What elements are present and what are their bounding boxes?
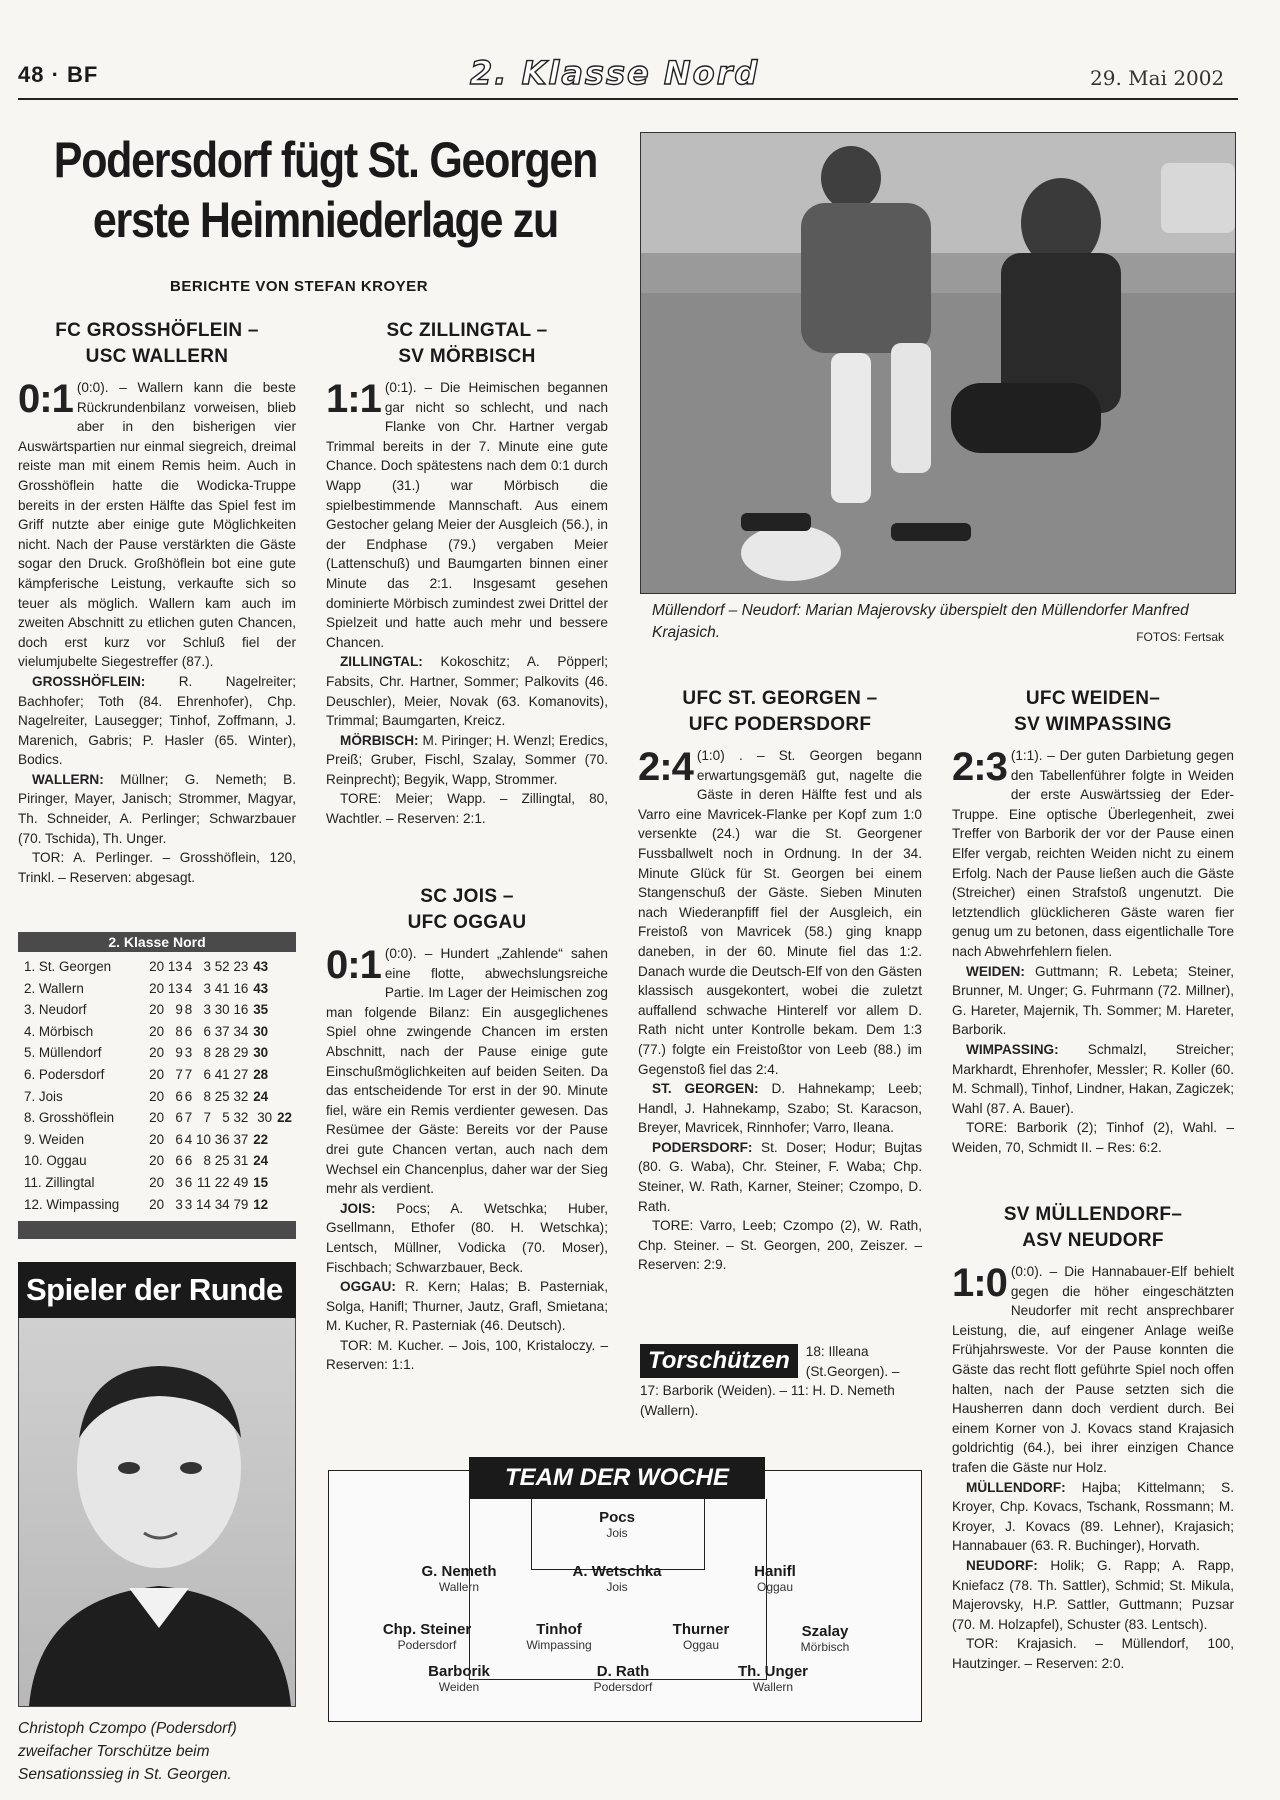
report-text: (1:0) . – St. Georgen begann erwartungsgemäß gut, nagelte die Gäste in deren Hälfte fest und als Varro eine Mavricek-Flanke per Kopf zum 1:0 versenkte (24.) war die St. Georgener Fussballwelt noch in Ordnung. In der 34. Minute Glück für St. Georgen bei einem Stangenschuß der Gäste. Sieben Minuten nach Wiederanpfiff fiel der Ausgleich, ein Freistoß von Mavricek (58.) ging knapp daneben, in der 60. Minute fiel das 1:2. Danach wurde die Deutsch-Elf von den Gästen klassisch ausgekontert, wobei die zuletzt auffallend schwache Hinterelf vor allem D. Rath nicht unter Kontrolle bekam. Dem 1:3 (77.) folgte ein Freistoßtor von Leeb (88.) im Gegenstoß fiel das 2:4. <box>638 748 922 1077</box>
stat-cell: 32 <box>233 1088 249 1104</box>
player-name: Szalay <box>801 1623 849 1640</box>
team-cell: 9. Weiden <box>24 1131 85 1147</box>
stat-cell: 8 <box>175 1023 183 1039</box>
stat-cell: 32 <box>233 1110 249 1126</box>
byline: BERICHTE VON STEFAN KROYER <box>170 278 429 295</box>
player-m2 <box>499 1621 619 1652</box>
player-name: Thurner <box>672 1621 730 1638</box>
stat-cell: 6 <box>175 1131 183 1147</box>
player-d3 <box>715 1563 835 1594</box>
report-text: (0:0). – Wallern kann die beste Rückrundenbilanz vorweisen, blieb aber in den bisherigen vier Auswärtspartien nur einmal siegreich, dreimal reiste man mit einem Remis heim. Auch in Grosshöflein hatte die Wodicka-Truppe bereits in der ersten Hälfte das Spiel fest im Griff nutzte aber einige gute Möglichkeiten nicht. Nach der Pause verstärkten die Gäste sogar den Druck. Großhöflein bot eine gute kämpferische Leistung, verkaufte sich so teuer als möglich. Wallern kam auch im zweiten Abschnitt zu etlichen guten Chancen, doch erst kurz vor Schluß fiel der vielumjubelte Siegestreffer (87.). <box>18 380 296 670</box>
match-report <box>952 746 1234 962</box>
photo-credit: FOTOS: Fertsak <box>1136 630 1224 644</box>
table-row <box>18 1150 296 1172</box>
lineup-text: Kokoschitz; A. Pöpperl; Fabsits, Chr. Hartner, Sommer; Palkovits (46. Deuschler), Meier, Novak (63. Komanovits), Trimmal; Baumgarten, Kreicz. <box>326 654 608 729</box>
stat-cell: 10 <box>196 1131 211 1147</box>
stat-cell: 8 <box>203 1153 211 1169</box>
table-row <box>18 1172 296 1194</box>
match-title-1: UFC WEIDEN– <box>1025 688 1161 709</box>
match-report <box>326 378 608 652</box>
article-muellendorf <box>952 1202 1234 1673</box>
team-cell: 3. Neudorf <box>24 1002 87 1018</box>
article-weiden <box>952 686 1234 1157</box>
team-label: JOIS: <box>340 1200 376 1216</box>
stat-cell: 41 <box>214 980 230 996</box>
team-label: ZILLINGTAL: <box>340 654 423 670</box>
table-row <box>18 1064 296 1086</box>
points-cell: 43 <box>253 980 269 996</box>
lineup-home <box>952 962 1234 1040</box>
stat-cell: 14 <box>196 1196 211 1212</box>
match-score: 1:0 <box>952 1261 1007 1305</box>
match-score: 1:1 <box>326 377 381 421</box>
stat-cell: 52 <box>214 959 230 974</box>
stat-cell: 3 <box>184 1196 193 1212</box>
stat-cell: 5 <box>222 1110 230 1126</box>
table-row <box>18 1107 296 1129</box>
match-score: 0:1 <box>18 377 73 421</box>
lineup-text: R. Nagelreiter; Bachhofer; Toth (84. Ehrenhofer), Chp. Nagelreiter, Lausegger; Tinhof, Zoffmann, J. Marenich, Gabris; P. Hasler (65. Winter), Bodics. <box>18 673 296 768</box>
stat-cell: 41 <box>214 1066 230 1082</box>
stat-cell: 7 <box>184 1110 193 1126</box>
stat-cell: 9 <box>175 1045 183 1061</box>
goals <box>952 1634 1234 1673</box>
stat-cell: 22 <box>214 1174 230 1190</box>
stat-cell: 20 <box>149 1023 165 1039</box>
table-title: 2. Klasse Nord <box>18 932 296 952</box>
player-name: Tinhof <box>536 1621 582 1638</box>
stat-cell: 8 <box>203 1045 211 1061</box>
lineup-away <box>952 1556 1234 1634</box>
article-grosshoeflein <box>18 318 296 887</box>
team-cell: 10. Oggau <box>24 1153 87 1169</box>
match-title-2: ASV NEUDORF <box>1022 1230 1164 1251</box>
report-text: (0:0). – Die Hannabauer-Elf behielt gegen die höher eingeschätzten Neudorfer mit recht ansprechbarer Leistung, die, auf eingener Anlage weiße Frühjahrsweste. Vor der Pause konnten die Gäste das recht flott geführte Spiel noch offen halten, nach der Pause setzten sich die Hausherren dann doch verdient durch. Bei einem Korner von J. Kovacs stand Krajasich goldrichtig (64.), bei ihrer einzigen Chance trafen die Gäste nur Holz. <box>952 1264 1234 1475</box>
player-f2 <box>563 1663 683 1694</box>
stat-cell: 6 <box>175 1088 183 1104</box>
header-divider <box>18 98 1238 100</box>
stat-cell: 20 <box>149 980 165 996</box>
player-club: Wimpassing <box>526 1638 592 1652</box>
match-title-2: SV WIMPASSING <box>1014 714 1172 735</box>
headline-line2: erste Heimniederlage zu <box>92 192 558 248</box>
team-cell: 11. Zillingtal <box>24 1174 95 1190</box>
lineup-text: Holik; G. Rapp; A. Rapp, Kniefacz (78. Th. Sattler), Schmid; St. Mikula, Majerovsky, H.P. Sattler, Guttmann; Puzsar (70. M. Holzapfel), Schuster (83. Lentsch). <box>952 1557 1234 1632</box>
player-name: Barborik <box>428 1663 490 1680</box>
stat-cell: 9 <box>175 1002 183 1018</box>
team-label: WEIDEN: <box>966 963 1025 979</box>
lineup-home <box>18 672 296 770</box>
match-title-1: SC JOIS – <box>420 886 514 907</box>
points-cell: 24 <box>253 1088 269 1104</box>
stat-cell: 8 <box>203 1088 211 1104</box>
league-title: 2. Klasse Nord <box>470 54 760 92</box>
player-club: Oggau <box>682 1638 720 1652</box>
stat-cell: 3 <box>203 980 211 996</box>
team-cell: 5. Müllendorf <box>24 1045 102 1061</box>
player-club: Wallern <box>438 1580 480 1594</box>
stat-cell: 20 <box>149 1088 165 1104</box>
stat-cell: 6 <box>184 1153 193 1169</box>
photo-caption-text: Müllendorf – Neudorf: Marian Majerovsky überspielt den Müllendorfer Manfred Krajasich. <box>652 602 1189 641</box>
report-text: (1:1). – Der guten Darbietung gegen den Tabellenführer folgte in Weiden der erste Auswärtssieg der Eder-Truppe. Eine optische Überlegenheit, zwei Treffer von Barborik der vor der Pause einen Elfer vergab, reichten Weiden nicht zu einem Erfolg. Nach der Pause ließen auch die Gäste (Streicher) einen Strafstoß ungenutzt. Die letztendlich glücklicheren Gäste waren fier genug um zu betonen, dass eigentlichalle Tore nach Abwehrfehlern fielen. <box>952 748 1234 959</box>
stat-cell: 20 <box>149 1131 165 1147</box>
player-d1 <box>399 1563 519 1594</box>
lineup-text: St. Doser; Hodur; Bujtas (80. G. Waba), Chr. Steiner, F. Waba; Chp. Steiner, W. Rath, Karner, Steiner; Czompo, D. Rath. <box>638 1139 922 1214</box>
points-cell: 28 <box>253 1066 269 1082</box>
table-row <box>18 956 296 978</box>
match-title-2: UFC OGGAU <box>407 912 527 933</box>
team-label: GROSSHÖFLEIN: <box>32 673 146 689</box>
standings-table <box>18 956 296 1215</box>
team-cell: 7. Jois <box>24 1088 63 1104</box>
stat-cell: 16 <box>233 1002 249 1018</box>
match-title-1: FC GROSSHÖFLEIN – <box>55 320 259 341</box>
lineup-away <box>952 1040 1234 1118</box>
player-f3 <box>713 1663 833 1694</box>
points-cell: 30 <box>253 1045 269 1061</box>
table-row <box>18 1194 296 1216</box>
stat-cell: 3 <box>203 959 211 974</box>
player-club: Oggau <box>756 1580 794 1594</box>
team-label: MÖRBISCH: <box>340 732 419 748</box>
stat-cell: 16 <box>233 980 249 996</box>
player-name: Chp. Steiner <box>382 1621 472 1638</box>
goals-text: Meier; Wapp. – Zillingtal, 80, Wachtler. – Reserven: 2:1. <box>326 791 608 827</box>
match-report <box>18 378 296 672</box>
goals-text: A. Perlinger. – Grosshöflein, 120, Trinkl. – Reserven: abgesagt. <box>18 850 296 885</box>
team-cell: 2. Wallern <box>24 980 84 996</box>
player-club: Wallern <box>752 1680 794 1694</box>
lineup-text: Pocs; A. Wetschka; Huber, Gsellmann, Ethofer (80. H. Wetschka); Lentsch, Müllner, Vodicka (70. Moser), Fischbach; Schwarzbauer, Beck. <box>326 1200 608 1275</box>
player-m4 <box>765 1623 885 1654</box>
stat-cell: 30 <box>214 1002 230 1018</box>
goals <box>326 789 608 828</box>
torschuetzen-text2: 17: Barborik (Weiden). – 11: H. D. Nemeth (Wallern). <box>640 1383 895 1418</box>
match-title-2: UFC PODERSDORF <box>688 714 872 735</box>
points-cell: 12 <box>253 1196 269 1212</box>
goals <box>326 1336 608 1375</box>
player-club: Podersdorf <box>593 1680 653 1694</box>
torschuetzen-title: Torschützen <box>640 1344 798 1378</box>
goals-text: Barborik (2); Tinhof (2), Wahl. – Weiden, 70, Schmidt II. – Res: 6:2. <box>952 1120 1234 1155</box>
article-zillingtal <box>326 318 608 829</box>
player-name: G. Nemeth <box>421 1563 497 1580</box>
stat-cell: 79 <box>233 1196 249 1212</box>
player-club: Jois <box>606 1580 628 1594</box>
stat-cell: 49 <box>233 1174 249 1190</box>
match-title-2: USC WALLERN <box>85 346 229 367</box>
stat-cell: 23 <box>233 959 249 974</box>
player-gk <box>567 1509 667 1540</box>
stat-cell: 6 <box>184 1088 193 1104</box>
stat-cell: 6 <box>175 1153 183 1169</box>
match-title-1: SC ZILLINGTAL – <box>386 320 548 341</box>
team-label: WALLERN: <box>32 771 104 787</box>
spieler-caption: Christoph Czompo (Podersdorf) zweifacher Torschütze beim Sensationssieg in St. Georgen. <box>18 1720 237 1783</box>
table-row <box>18 978 296 1000</box>
match-title-1: SV MÜLLENDORF– <box>1003 1204 1183 1225</box>
stat-cell: 11 <box>197 1174 211 1190</box>
stat-cell: 6 <box>184 1174 193 1190</box>
stat-cell: 20 <box>149 1174 165 1190</box>
match-title-1: UFC ST. GEORGEN – <box>682 688 878 709</box>
lineup-home <box>952 1478 1234 1556</box>
player-d2 <box>557 1563 677 1594</box>
goals-text: Varro, Leeb; Czompo (2), W. Rath, Chp. Steiner. – St. Georgen, 200, Zeiszer. – Reserven: 2:9. <box>638 1218 922 1273</box>
team-cell: 4. Mörbisch <box>24 1023 94 1039</box>
match-score: 2:3 <box>952 745 1007 789</box>
team-label: PODERSDORF: <box>652 1139 753 1155</box>
spieler-title: Spieler der Runde <box>18 1262 296 1318</box>
table-row <box>18 999 296 1021</box>
team-der-woche-title: TEAM DER WOCHE <box>469 1457 765 1499</box>
stat-cell: 4 <box>184 959 193 974</box>
table-row <box>18 1086 296 1108</box>
points-cell: 35 <box>253 1002 269 1018</box>
lineup-text: Müllner; G. Nemeth; B. Piringer, Mayer, Janisch; Strommer, Magyar, Th. Schneider, A. Perlinger; Schwarzbauer (70. Tschida), Th. Unger. <box>18 771 297 846</box>
stat-cell: 6 <box>184 1023 193 1039</box>
stat-cell: 34 <box>233 1023 249 1039</box>
table-bottom-bar <box>18 1221 296 1239</box>
spieler-der-runde <box>18 1262 296 1786</box>
match-photo <box>640 132 1236 594</box>
points-cell: 30 <box>253 1023 269 1039</box>
team-label: ST. GEORGEN: <box>652 1081 759 1097</box>
stat-cell: 7 <box>175 1066 183 1082</box>
team-cell: 8. Grosshöflein <box>24 1110 115 1126</box>
player-name: Pocs <box>599 1509 635 1526</box>
lineup-away <box>18 770 296 848</box>
football-scene-image <box>641 133 1235 593</box>
player-name: Hanifl <box>754 1563 796 1580</box>
lineup-home <box>326 652 608 730</box>
stat-cell: 34 <box>214 1196 230 1212</box>
article-jois <box>326 884 608 1375</box>
player-name: D. Rath <box>596 1663 650 1680</box>
stat-cell: 30 <box>257 1110 273 1126</box>
stat-cell: 3 <box>175 1174 183 1190</box>
match-score: 2:4 <box>638 745 693 789</box>
table-row <box>18 1021 296 1043</box>
lineup-text: Guttmann; R. Lebeta; Steiner, Brunner, M. Unger; G. Fuhrmann (72. Millner), G. Hareter, Majernik, Th. Sommer; M. Hareter, Barborik. <box>952 963 1234 1038</box>
stat-cell: 3 <box>175 1196 183 1212</box>
stat-cell: 29 <box>233 1045 249 1061</box>
stat-cell: 27 <box>233 1066 249 1082</box>
team-label: MÜLLENDORF: <box>966 1479 1066 1495</box>
stat-cell: 37 <box>233 1131 249 1147</box>
stat-cell: 4 <box>184 980 193 996</box>
stat-cell: 20 <box>149 1045 165 1061</box>
lineup-home <box>326 1199 608 1277</box>
stat-cell: 6 <box>203 1066 211 1082</box>
lineup-text: D. Hahnekamp; Leeb; Handl, J. Hahnekamp, Szabo; St. Karacson, Breyer, Mavricek, Rinnhofer; Varro, Ileana. <box>638 1081 923 1136</box>
goals-label: TORE: <box>966 1120 1008 1136</box>
points-cell: 15 <box>253 1174 269 1190</box>
player-club: Podersdorf <box>397 1638 457 1652</box>
headline-line1: Podersdorf fügt St. Georgen <box>53 132 598 188</box>
player-f1 <box>399 1663 519 1694</box>
stat-cell: 36 <box>214 1131 230 1147</box>
goals-label: TORE: <box>340 791 382 807</box>
stat-cell: 20 <box>149 1066 165 1082</box>
team-der-woche <box>328 1464 922 1722</box>
goals-text: M. Kucher. – Jois, 100, Kristaloczy. – Reserven: 1:1. <box>326 1337 609 1373</box>
points-cell: 43 <box>253 959 269 974</box>
player-portrait <box>18 1318 296 1707</box>
match-title-2: SV MÖRBISCH <box>398 346 536 367</box>
league-table <box>18 932 296 1239</box>
stat-cell: 7 <box>184 1066 193 1082</box>
match-report <box>952 1262 1234 1478</box>
player-club: Mörbisch <box>800 1640 850 1654</box>
goals-label: TOR: <box>32 850 65 866</box>
goals-text: Krajasich. – Müllendorf, 100, Hautzinger. – Reserven: 2:0. <box>952 1636 1234 1671</box>
player-name: Th. Unger <box>738 1663 808 1680</box>
goals-label: TORE: <box>652 1218 694 1234</box>
team-cell: 6. Podersdorf <box>24 1066 105 1082</box>
match-score: 0:1 <box>326 943 381 987</box>
stat-cell: 25 <box>214 1088 230 1104</box>
stat-cell: 28 <box>214 1045 230 1061</box>
table-row <box>18 1042 296 1064</box>
lineup-text: M. Piringer; H. Wenzl; Eredics, Preiß; Gruber, Fischl, Szalay, Sommer (70. Reinprecht); Begyik, Wapp, Strommer. <box>326 732 608 787</box>
team-label: OGGAU: <box>340 1279 396 1295</box>
stat-cell: 3 <box>203 1002 211 1018</box>
team-label: WIMPASSING: <box>966 1041 1059 1057</box>
match-report <box>326 944 608 1199</box>
player-m3 <box>641 1621 761 1652</box>
team-cell: 1. St. Georgen <box>24 959 112 974</box>
player-name: A. Wetschka <box>572 1563 662 1580</box>
report-text: (0:1). – Die Heimischen begannen gar nicht so schlecht, und nach Flanke von Chr. Hartner vergab Trimmal bereits in der 7. Minute eine gute Chance. Doch spätestens nach dem 0:1 durch Wapp (31.) war Mörbisch die spielbestimmende Mannschaft. Aus einem Gestocher gelang Meier der Ausgleich (56.), in der Endphase (79.) vergaben Meier (Lattenschuß) und Baumgarten binnen einer Minute das 2:1. Insgesamt gesehen dominierte Mörbisch zumindest zwei Drittel der Spielzeit und hatte auch mehr und bessere Chancen. <box>326 380 608 650</box>
headline <box>18 130 633 250</box>
stat-cell: 37 <box>214 1023 230 1039</box>
report-text: (0:0). – Hundert „Zahlende“ sahen eine flotte, abwechslungsreiche Partie. Im Lager der Heimischen zog man folgende Bilanz: Ein ausgeglichenes Spiel ohne zwingende Chancen im ersten Abschnitt, nach der Pause einige gute Einschußmöglichkeiten auf beiden Seiten. Da das entscheidende Tor erst in der 90. Minute fiel, wäre ein Remis verdienter gewesen. Das Resümee der Gäste: Bereits vor der Pause drei gute Chancen vertan, auch nach dem Wechsel ein Chancenplus, daher war der Sieg mehr als verdient. <box>326 946 608 1197</box>
player-club: Jois <box>606 1526 628 1540</box>
page-section: 48 · BF <box>18 62 99 87</box>
stat-cell: 31 <box>233 1153 249 1169</box>
player-m1 <box>367 1621 487 1652</box>
player-club: Weiden <box>438 1680 480 1694</box>
stat-cell: 13 <box>167 980 183 996</box>
stat-cell: 13 <box>167 959 183 974</box>
stat-cell: 20 <box>149 959 165 974</box>
points-cell: 22 <box>253 1131 269 1147</box>
points-cell: 22 <box>277 1110 292 1126</box>
stat-cell: 6 <box>175 1110 183 1126</box>
lineup-text: R. Kern; Halas; B. Pasterniak, Solga, Hanifl; Thurner, Jautz, Grafl, Smietana; M. Kucher, R. Pasterniak (46. Deutsch). <box>326 1279 608 1334</box>
stat-cell: 8 <box>184 1002 193 1018</box>
stat-cell: 20 <box>149 1196 165 1212</box>
stat-cell: 20 <box>149 1153 165 1169</box>
lineup-away <box>638 1138 922 1216</box>
stat-cell: 20 <box>149 1110 165 1126</box>
team-label: NEUDORF: <box>966 1557 1038 1573</box>
goals-label: TOR: <box>340 1337 373 1353</box>
goals <box>18 848 296 887</box>
lineup-away <box>326 731 608 790</box>
stat-cell: 3 <box>184 1045 193 1061</box>
torschuetzen <box>640 1342 924 1420</box>
photo-caption <box>652 600 1224 648</box>
stat-cell: 25 <box>214 1153 230 1169</box>
torschuetzen-text1: 18: Illeana (St.Georgen). – <box>805 1344 900 1379</box>
lineup-away <box>326 1277 608 1336</box>
stat-cell: 4 <box>184 1131 193 1147</box>
stat-cell: 7 <box>203 1110 211 1126</box>
goals-label: TOR: <box>966 1636 999 1652</box>
stat-cell: 20 <box>149 1002 165 1018</box>
portrait-image <box>19 1318 295 1706</box>
lineup-text: Hajba; Kittelmann; S. Kroyer, Chp. Kovacs, Tschank, Rossmann; M. Kroyer, J. Kovacs (89. Lehner), Krajasich; Hannabauer (63. R. Buchinger), Horvath. <box>952 1479 1234 1554</box>
page-date: 29. Mai 2002 <box>1090 66 1225 90</box>
article-stgeorgen <box>638 686 922 1275</box>
team-cell: 12. Wimpassing <box>24 1196 120 1212</box>
lineup-text: Schmalzl, Streicher; Markhardt, Ehrenhofer, Messler; R. Koller (60. M. Schmall), Tinhof, Lindner, Hakan, Zagiczek; Wahl (87. A. Bauer). <box>952 1041 1235 1116</box>
goals <box>638 1216 922 1275</box>
table-row <box>18 1129 296 1151</box>
stat-cell: 6 <box>203 1023 211 1039</box>
points-cell: 24 <box>253 1153 269 1169</box>
match-report <box>638 746 922 1079</box>
lineup-home <box>638 1079 922 1138</box>
goals <box>952 1118 1234 1157</box>
